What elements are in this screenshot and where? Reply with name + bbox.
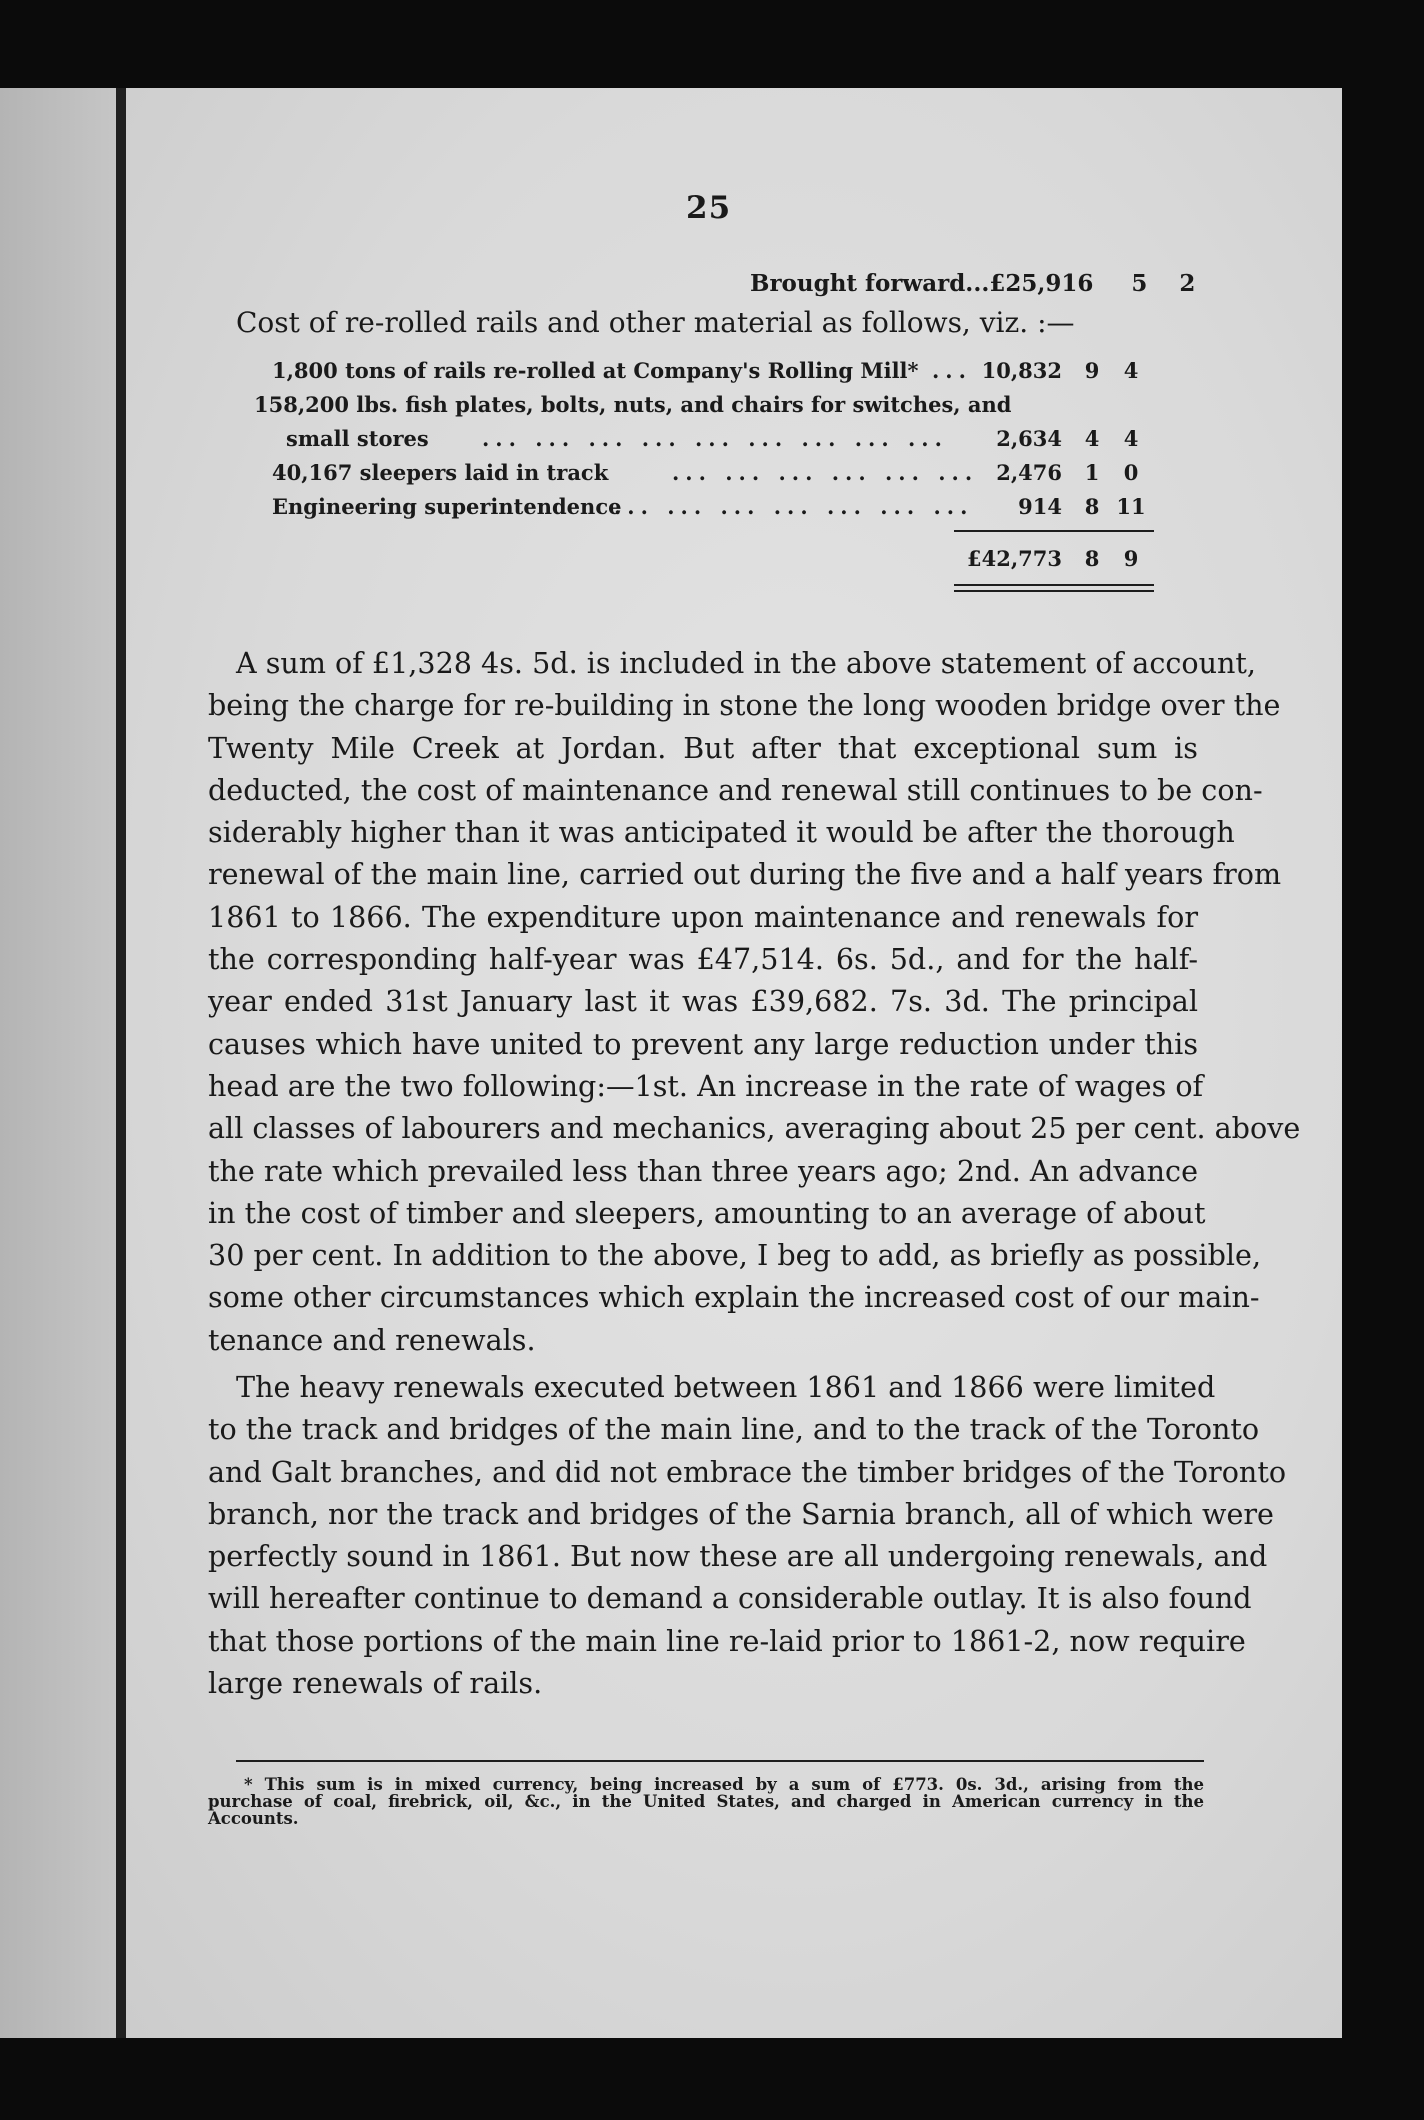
item-pence: 0 <box>1123 460 1139 485</box>
text-line: renewal of the main line, carried out during the five and a half years from <box>208 857 1282 892</box>
item-pence: 4 <box>1123 426 1139 451</box>
item-amount: 10,832 <box>981 358 1062 383</box>
brought-forward-shillings: 5 <box>1131 270 1148 297</box>
item-amount: 914 <box>1018 494 1062 519</box>
footnote-line: * This sum is in mixed currency, being increased by a sum of £773. 0s. 3d., arising from the <box>244 1775 1204 1794</box>
text-line: some other circumstances which explain the increased cost of our main- <box>208 1280 1260 1315</box>
item-leader: ... ... ... ... ... ... ... ... ... <box>482 426 948 451</box>
text-line: that those portions of the main line re-laid prior to 1861-2, now require <box>208 1623 1246 1658</box>
text-line: year ended 31st January last it was £39,682. 7s. 3d. The principal <box>208 984 1198 1019</box>
text-line: tenance and renewals. <box>208 1322 536 1357</box>
item-pence: 11 <box>1116 494 1146 519</box>
brought-forward-label: Brought forward...£25,916 <box>750 270 1094 297</box>
subtotal-rule <box>954 530 1154 532</box>
total-double-rule-bottom <box>954 590 1154 592</box>
item-pence: 4 <box>1123 358 1139 383</box>
text-line: Twenty Mile Creek at Jordan. But after that exceptional sum is <box>208 730 1198 765</box>
text-line: all classes of labourers and mechanics, averaging about 25 per cent. above <box>208 1111 1301 1146</box>
text-line: in the cost of timber and sleepers, amounting to an average of about <box>208 1195 1206 1230</box>
item-label: small stores <box>286 426 429 451</box>
item-shillings: 4 <box>1084 426 1100 451</box>
text-line: A sum of £1,328 4s. 5d. is included in the above statement of account, <box>236 646 1256 680</box>
item-amount: 2,634 <box>996 426 1062 451</box>
text-line: head are the two following:—1st. An increase in the rate of wages of <box>208 1068 1204 1103</box>
text-line: and Galt branches, and did not embrace the timber bridges of the Toronto <box>208 1454 1287 1489</box>
brought-forward-pence: 2 <box>1179 270 1196 297</box>
item-label: 40,167 sleepers laid in track <box>272 460 609 485</box>
text-line: perfectly sound in 1861. But now these are all undergoing renewals, and <box>208 1539 1268 1574</box>
page-number: 25 <box>686 190 732 226</box>
footnote <box>208 1776 1204 1827</box>
text-line: 30 per cent. In addition to the above, I beg to add, as briefly as possible, <box>208 1238 1262 1273</box>
total-shillings: 8 <box>1084 546 1100 571</box>
paragraph-2 <box>208 1366 1287 1704</box>
text-line: large renewals of rails. <box>208 1666 543 1701</box>
page <box>126 88 1342 2038</box>
text-line: being the charge for re-building in stone the long wooden bridge over the <box>208 688 1281 723</box>
text-line: The heavy renewals executed between 1861 and 1866 were limited <box>236 1370 1216 1404</box>
item-shillings: 1 <box>1084 460 1100 485</box>
cost-heading: Cost of re-rolled rails and other material as follows, viz. :— <box>236 306 1075 339</box>
item-shillings: 9 <box>1084 358 1100 383</box>
text-line: causes which have united to prevent any large reduction under this <box>208 1026 1198 1061</box>
book-spine <box>116 88 126 2038</box>
item-label: 1,800 tons of rails re-rolled at Company's Rolling Mill* <box>272 358 919 383</box>
total-double-rule-top <box>954 584 1154 586</box>
paragraph-1 <box>208 642 1301 1361</box>
item-leader: ... ... ... ... ... ... <box>672 460 979 485</box>
brought-forward-row <box>750 270 1195 297</box>
text-line: the corresponding half-year was £47,514. 6s. 5d., and for the half- <box>208 942 1198 977</box>
item-amount: 2,476 <box>996 460 1062 485</box>
facing-page-margin <box>0 88 118 2038</box>
text-line: the rate which prevailed less than three years ago; 2nd. An advance <box>208 1153 1198 1188</box>
footnote-line: Accounts. <box>208 1809 299 1828</box>
item-leader: ... ... ... ... ... ... ... <box>614 494 974 519</box>
total-pence: 9 <box>1123 546 1139 571</box>
item-label: 158,200 lbs. fish plates, bolts, nuts, and chairs for switches, and <box>254 392 1012 417</box>
item-shillings: 8 <box>1084 494 1100 519</box>
footnote-rule <box>236 1760 1204 1762</box>
item-leader: ... <box>932 358 972 383</box>
text-line: deducted, the cost of maintenance and renewal still continues to be con- <box>208 772 1263 807</box>
text-line: 1861 to 1866. The expenditure upon maintenance and renewals for <box>208 899 1198 934</box>
scanned-page <box>0 88 1342 2038</box>
item-label: Engineering superintendence <box>272 494 622 519</box>
total-amount: £42,773 <box>967 546 1062 571</box>
text-line: siderably higher than it was anticipated it would be after the thorough <box>208 815 1235 850</box>
footnote-line: purchase of coal, firebrick, oil, &c., in the United States, and charged in American currency in the <box>208 1792 1204 1811</box>
text-line: to the track and bridges of the main line, and to the track of the Toronto <box>208 1412 1260 1447</box>
text-line: will hereafter continue to demand a considerable outlay. It is also found <box>208 1581 1252 1616</box>
text-line: branch, nor the track and bridges of the Sarnia branch, all of which were <box>208 1496 1274 1531</box>
